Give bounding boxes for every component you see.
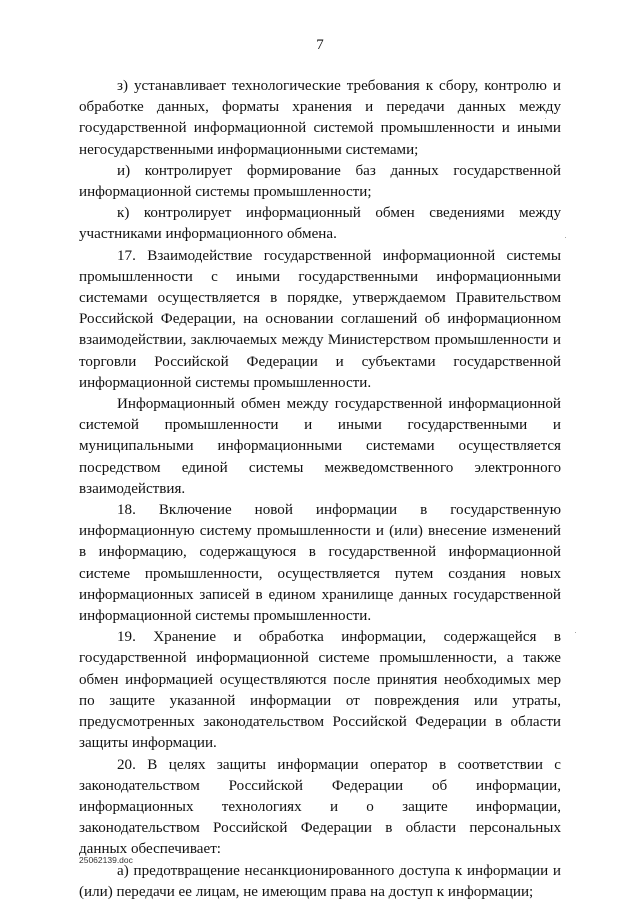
- page-number: 7: [316, 37, 324, 53]
- paragraph-information-exchange: Информационный обмен между государственной информационной системой промышленности и иными государственными и муниципальными информационными системами осуществляется посредством единой системы межведомственного электронного взаимодействия.: [79, 396, 561, 497]
- document-body: [79, 76, 561, 903]
- paragraph-z: з) устанавливает технологические требования к сбору, контролю и обработке данных, форматы хранения и передачи данных между государственной информационной системой промышленности и иными негосударственными информационными системами;: [79, 78, 561, 158]
- scan-speck: [575, 632, 576, 633]
- paragraph-a: а) предотвращение несанкционированного доступа к информации и (или) передачи ее лицам, не имеющим права на доступ к информации;: [79, 862, 561, 900]
- paragraph-k: к) контролирует информационный обмен сведениями между участниками информационного обмена.: [79, 205, 561, 243]
- paragraph-19: 19. Хранение и обработка информации, содержащейся в государственной информационной системе промышленности, а также обмен информацией осуществляются после принятия необходимых мер по защите указанной информации от повреждения или утраты, предусмотренных законодательством Российской Федерации в области защиты информации.: [79, 629, 561, 752]
- paragraph-i: и) контролирует формирование баз данных государственной информационной системы промышленности;: [79, 162, 561, 201]
- paragraph-17: 17. Взаимодействие государственной информационной системы промышленности с иными государственными информационными системами осуществляется в порядке, утверждаемом Правительством Российской Федерации, на основании соглашений об информационном взаимодействии, заключаемых между Министерством промышленности и торговли Российской Федерации и субъектами государственной информационной системы промышленности.: [79, 247, 561, 391]
- paragraph-18: 18. Включение новой информации в государственную информационную систему промышленности и (или) внесение изменений в информацию, содержащуюся в государственной информационной системе промышленности, осуществляется путем создания новых информационных записей в едином хранилище данных государственной информационной системы промышленности.: [79, 502, 561, 625]
- scan-speck: [565, 237, 566, 238]
- scan-speck: [545, 118, 546, 119]
- paragraph-20: 20. В целях защиты информации оператор в соответствии с законодательством Российской Федерации об информации, информационных технологиях и о защите информации, законодательством Российской Федерации в области персональных данных обеспечивает:: [79, 756, 561, 858]
- file-name-footer: 25062139.doc: [79, 855, 133, 865]
